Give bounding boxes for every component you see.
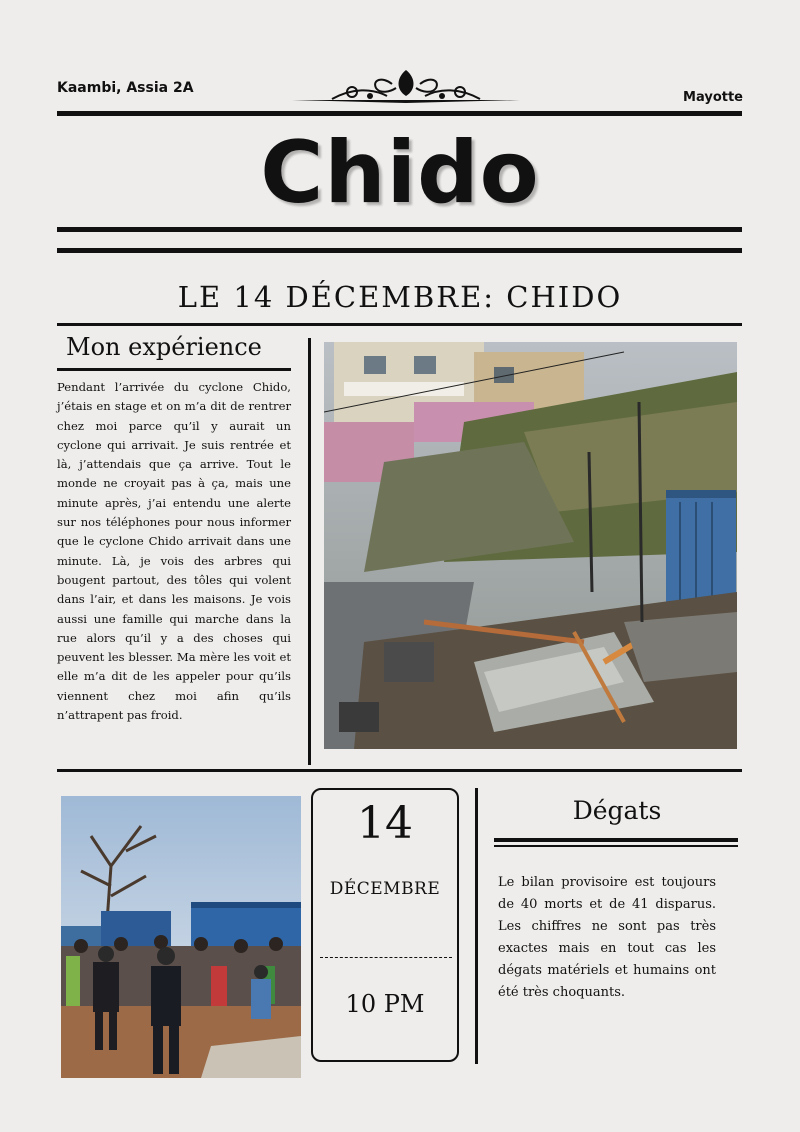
experience-text: Pendant l’arrivée du cyclone Chido, j’étais en stage et on m’a dit de rentrer chez moi parce qu’il y aurait un cyclone qui arrivait. Je suis rentrée et là, j’attendais que ça arrive. Tout le monde ne croyait pas à ça, mais une minute après, j’ai entendu une alerte sur nos téléphones pour nous informer que le cyclone Chido arrivait dans une minute. Là, je vois des arbres qui bougent partout, des tôles qui volent dans l’air, et dans les maisons. Je vois aussi une famille qui marche dans la rue alors qu’il y a des choses qui peuvent les blesser. Ma mère les voit et elle m’a dit de les appeler pour qu’ils viennent chez moi afin qu’ils n’attrapent pas froid. xyxy=(57,380,291,723)
author-name: Kaambi, Assia 2A xyxy=(57,80,194,96)
section-rule xyxy=(57,769,742,772)
masthead-rule-1 xyxy=(57,227,742,232)
degats-title: Dégats xyxy=(572,796,662,825)
headline: LE 14 DÉCEMBRE: CHIDO xyxy=(177,280,623,314)
degats-text: Le bilan provisoire est toujours de 40 morts et de 41 disparus. Les chiffres ne sont pas très exactes mais en tout cas les dégats matériels et humains ont été très choquants. xyxy=(498,875,716,1000)
date-day: 14 xyxy=(357,798,413,849)
date-time: 10 PM xyxy=(345,990,425,1018)
degats-rule-1 xyxy=(494,838,738,842)
cyclone-damage-photo xyxy=(324,342,737,749)
experience-title-rule xyxy=(57,368,291,371)
ornament-flourish xyxy=(292,66,520,106)
degats-rule-2 xyxy=(494,845,738,847)
date-divider xyxy=(320,957,452,958)
date-month: DÉCEMBRE xyxy=(329,879,441,899)
masthead-title: Chido xyxy=(260,123,540,223)
masthead-rule-2 xyxy=(57,248,742,253)
top-rule xyxy=(57,111,742,116)
headline-rule xyxy=(57,323,742,326)
experience-title: Mon expérience xyxy=(66,333,262,361)
region-label: Mayotte xyxy=(683,90,743,105)
crowd-photo xyxy=(61,796,301,1078)
bottom-column-divider xyxy=(475,788,478,1064)
column-divider xyxy=(308,338,311,765)
